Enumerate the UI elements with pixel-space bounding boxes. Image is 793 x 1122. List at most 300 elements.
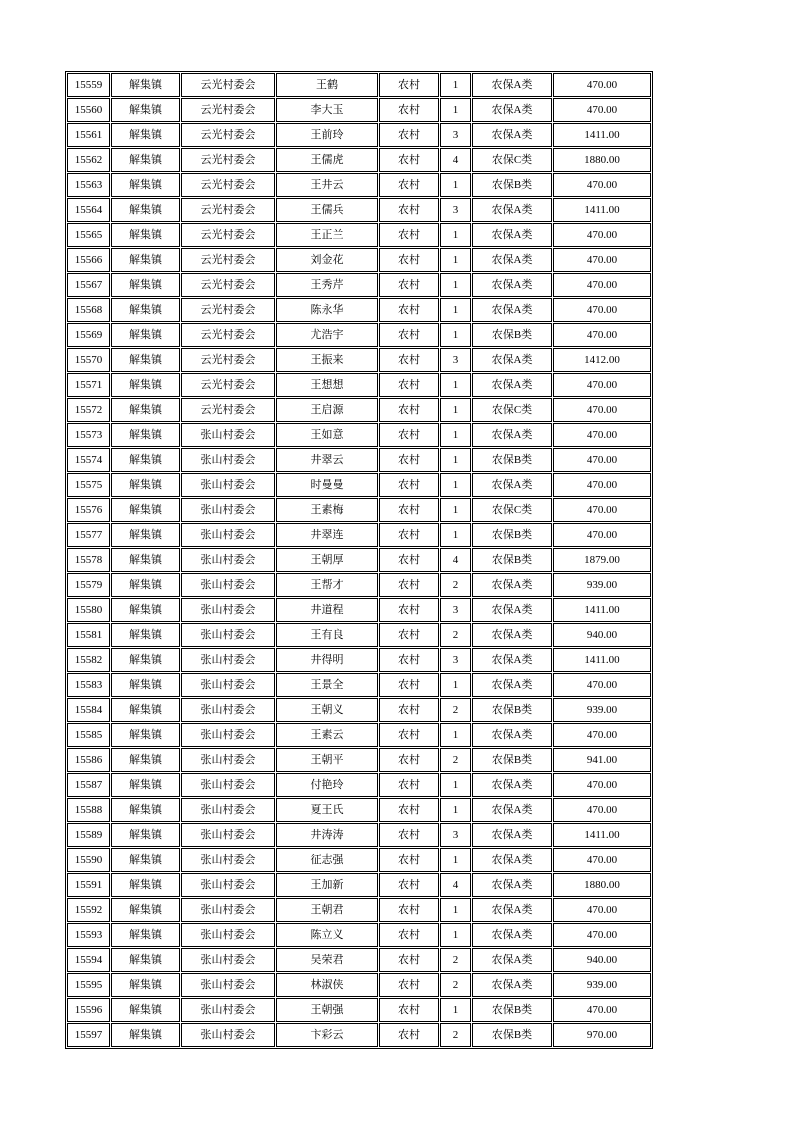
table-row xyxy=(67,723,651,747)
cell-residence-type: 农村 xyxy=(379,123,439,147)
cell-person-count: 1 xyxy=(440,673,471,697)
cell-person-count: 1 xyxy=(440,398,471,422)
cell-amount: 470.00 xyxy=(553,998,651,1022)
cell-person-name: 王素梅 xyxy=(276,498,378,522)
cell-record-id: 15560 xyxy=(67,98,110,122)
cell-record-id: 15590 xyxy=(67,848,110,872)
cell-record-id: 15568 xyxy=(67,298,110,322)
table-row xyxy=(67,173,651,197)
cell-record-id: 15565 xyxy=(67,223,110,247)
cell-amount: 470.00 xyxy=(553,498,651,522)
cell-insurance-category: 农保A类 xyxy=(472,73,552,97)
cell-residence-type: 农村 xyxy=(379,448,439,472)
cell-record-id: 15576 xyxy=(67,498,110,522)
cell-village-committee: 张山村委会 xyxy=(181,548,275,572)
cell-person-name: 王帮才 xyxy=(276,573,378,597)
cell-person-count: 2 xyxy=(440,698,471,722)
cell-amount: 470.00 xyxy=(553,523,651,547)
cell-village-committee: 张山村委会 xyxy=(181,973,275,997)
cell-amount: 470.00 xyxy=(553,73,651,97)
cell-person-count: 1 xyxy=(440,273,471,297)
cell-amount: 470.00 xyxy=(553,398,651,422)
cell-record-id: 15571 xyxy=(67,373,110,397)
table-row xyxy=(67,748,651,772)
cell-person-count: 3 xyxy=(440,598,471,622)
cell-village-committee: 张山村委会 xyxy=(181,848,275,872)
table-row xyxy=(67,448,651,472)
cell-village-committee: 张山村委会 xyxy=(181,923,275,947)
cell-amount: 470.00 xyxy=(553,473,651,497)
cell-record-id: 15577 xyxy=(67,523,110,547)
cell-amount: 1411.00 xyxy=(553,823,651,847)
cell-insurance-category: 农保A类 xyxy=(472,298,552,322)
cell-insurance-category: 农保A类 xyxy=(472,273,552,297)
table-row xyxy=(67,598,651,622)
cell-person-count: 1 xyxy=(440,298,471,322)
cell-town: 解集镇 xyxy=(111,298,180,322)
cell-village-committee: 张山村委会 xyxy=(181,498,275,522)
cell-residence-type: 农村 xyxy=(379,223,439,247)
cell-amount: 470.00 xyxy=(553,98,651,122)
cell-amount: 939.00 xyxy=(553,698,651,722)
cell-record-id: 15588 xyxy=(67,798,110,822)
cell-person-count: 2 xyxy=(440,1023,471,1047)
cell-record-id: 15559 xyxy=(67,73,110,97)
table-row xyxy=(67,998,651,1022)
cell-town: 解集镇 xyxy=(111,798,180,822)
cell-person-name: 王儒兵 xyxy=(276,198,378,222)
table-row xyxy=(67,548,651,572)
cell-amount: 470.00 xyxy=(553,173,651,197)
cell-village-committee: 云光村委会 xyxy=(181,323,275,347)
cell-insurance-category: 农保C类 xyxy=(472,398,552,422)
cell-residence-type: 农村 xyxy=(379,748,439,772)
benefit-roster-table xyxy=(65,71,653,1049)
cell-person-name: 王朝义 xyxy=(276,698,378,722)
table-row xyxy=(67,648,651,672)
cell-residence-type: 农村 xyxy=(379,998,439,1022)
cell-town: 解集镇 xyxy=(111,473,180,497)
cell-residence-type: 农村 xyxy=(379,173,439,197)
cell-person-name: 陈立义 xyxy=(276,923,378,947)
cell-insurance-category: 农保B类 xyxy=(472,998,552,1022)
cell-amount: 939.00 xyxy=(553,573,651,597)
cell-town: 解集镇 xyxy=(111,1023,180,1047)
cell-residence-type: 农村 xyxy=(379,348,439,372)
cell-person-name: 王朝厚 xyxy=(276,548,378,572)
cell-record-id: 15570 xyxy=(67,348,110,372)
cell-person-name: 王加新 xyxy=(276,873,378,897)
cell-amount: 470.00 xyxy=(553,248,651,272)
cell-record-id: 15564 xyxy=(67,198,110,222)
cell-person-name: 王朝强 xyxy=(276,998,378,1022)
cell-village-committee: 张山村委会 xyxy=(181,673,275,697)
cell-insurance-category: 农保A类 xyxy=(472,898,552,922)
cell-village-committee: 张山村委会 xyxy=(181,523,275,547)
table-body xyxy=(67,73,651,1047)
cell-person-name: 王朝君 xyxy=(276,898,378,922)
cell-amount: 470.00 xyxy=(553,773,651,797)
cell-town: 解集镇 xyxy=(111,723,180,747)
cell-town: 解集镇 xyxy=(111,348,180,372)
cell-village-committee: 云光村委会 xyxy=(181,148,275,172)
cell-residence-type: 农村 xyxy=(379,398,439,422)
cell-person-count: 3 xyxy=(440,823,471,847)
cell-insurance-category: 农保A类 xyxy=(472,423,552,447)
cell-person-name: 刘金花 xyxy=(276,248,378,272)
cell-insurance-category: 农保A类 xyxy=(472,373,552,397)
cell-town: 解集镇 xyxy=(111,223,180,247)
table-row xyxy=(67,898,651,922)
cell-person-count: 1 xyxy=(440,323,471,347)
table-row xyxy=(67,923,651,947)
cell-person-name: 李大玉 xyxy=(276,98,378,122)
cell-person-count: 1 xyxy=(440,473,471,497)
cell-town: 解集镇 xyxy=(111,773,180,797)
cell-insurance-category: 农保B类 xyxy=(472,448,552,472)
cell-person-name: 尤浩宇 xyxy=(276,323,378,347)
cell-person-name: 王启源 xyxy=(276,398,378,422)
cell-record-id: 15585 xyxy=(67,723,110,747)
cell-person-count: 1 xyxy=(440,248,471,272)
cell-village-committee: 张山村委会 xyxy=(181,948,275,972)
cell-insurance-category: 农保A类 xyxy=(472,873,552,897)
cell-residence-type: 农村 xyxy=(379,673,439,697)
cell-record-id: 15591 xyxy=(67,873,110,897)
cell-record-id: 15573 xyxy=(67,423,110,447)
cell-insurance-category: 农保A类 xyxy=(472,473,552,497)
cell-person-name: 王有良 xyxy=(276,623,378,647)
table-row xyxy=(67,223,651,247)
cell-person-count: 1 xyxy=(440,773,471,797)
cell-village-committee: 张山村委会 xyxy=(181,748,275,772)
cell-town: 解集镇 xyxy=(111,673,180,697)
cell-amount: 1879.00 xyxy=(553,548,651,572)
cell-amount: 1411.00 xyxy=(553,598,651,622)
cell-amount: 1411.00 xyxy=(553,198,651,222)
cell-town: 解集镇 xyxy=(111,848,180,872)
cell-village-committee: 张山村委会 xyxy=(181,898,275,922)
cell-insurance-category: 农保A类 xyxy=(472,948,552,972)
cell-person-count: 1 xyxy=(440,448,471,472)
cell-person-count: 1 xyxy=(440,373,471,397)
cell-insurance-category: 农保A类 xyxy=(472,773,552,797)
cell-person-count: 1 xyxy=(440,423,471,447)
cell-person-name: 王朝平 xyxy=(276,748,378,772)
cell-person-name: 王如意 xyxy=(276,423,378,447)
cell-village-committee: 张山村委会 xyxy=(181,998,275,1022)
cell-town: 解集镇 xyxy=(111,148,180,172)
cell-insurance-category: 农保A类 xyxy=(472,648,552,672)
cell-insurance-category: 农保B类 xyxy=(472,748,552,772)
cell-amount: 470.00 xyxy=(553,898,651,922)
cell-village-committee: 云光村委会 xyxy=(181,98,275,122)
cell-person-count: 2 xyxy=(440,948,471,972)
cell-village-committee: 张山村委会 xyxy=(181,448,275,472)
cell-person-name: 井涛涛 xyxy=(276,823,378,847)
cell-residence-type: 农村 xyxy=(379,823,439,847)
cell-village-committee: 云光村委会 xyxy=(181,123,275,147)
cell-residence-type: 农村 xyxy=(379,498,439,522)
cell-record-id: 15580 xyxy=(67,598,110,622)
cell-town: 解集镇 xyxy=(111,873,180,897)
cell-person-name: 王正兰 xyxy=(276,223,378,247)
cell-person-name: 夏王氏 xyxy=(276,798,378,822)
table-row xyxy=(67,873,651,897)
cell-insurance-category: 农保A类 xyxy=(472,248,552,272)
table-row xyxy=(67,773,651,797)
cell-record-id: 15595 xyxy=(67,973,110,997)
cell-record-id: 15582 xyxy=(67,648,110,672)
table-row xyxy=(67,148,651,172)
cell-amount: 940.00 xyxy=(553,948,651,972)
cell-person-name: 王井云 xyxy=(276,173,378,197)
cell-amount: 470.00 xyxy=(553,373,651,397)
cell-town: 解集镇 xyxy=(111,748,180,772)
cell-amount: 941.00 xyxy=(553,748,651,772)
cell-amount: 1412.00 xyxy=(553,348,651,372)
table-row xyxy=(67,373,651,397)
cell-amount: 470.00 xyxy=(553,448,651,472)
cell-town: 解集镇 xyxy=(111,98,180,122)
cell-person-count: 1 xyxy=(440,498,471,522)
cell-town: 解集镇 xyxy=(111,373,180,397)
table-row xyxy=(67,423,651,447)
cell-insurance-category: 农保A类 xyxy=(472,723,552,747)
cell-town: 解集镇 xyxy=(111,573,180,597)
cell-town: 解集镇 xyxy=(111,973,180,997)
cell-town: 解集镇 xyxy=(111,548,180,572)
cell-insurance-category: 农保A类 xyxy=(472,848,552,872)
table-row xyxy=(67,73,651,97)
table-row xyxy=(67,1023,651,1047)
cell-person-name: 王儒虎 xyxy=(276,148,378,172)
table-row xyxy=(67,623,651,647)
cell-insurance-category: 农保A类 xyxy=(472,598,552,622)
cell-record-id: 15592 xyxy=(67,898,110,922)
cell-residence-type: 农村 xyxy=(379,598,439,622)
cell-person-count: 1 xyxy=(440,523,471,547)
cell-person-name: 林淑侠 xyxy=(276,973,378,997)
cell-person-count: 3 xyxy=(440,123,471,147)
cell-record-id: 15575 xyxy=(67,473,110,497)
cell-record-id: 15597 xyxy=(67,1023,110,1047)
cell-person-count: 1 xyxy=(440,798,471,822)
cell-record-id: 15572 xyxy=(67,398,110,422)
cell-insurance-category: 农保A类 xyxy=(472,223,552,247)
cell-amount: 1880.00 xyxy=(553,873,651,897)
cell-town: 解集镇 xyxy=(111,323,180,347)
cell-person-count: 2 xyxy=(440,573,471,597)
table-row xyxy=(67,523,651,547)
cell-person-count: 2 xyxy=(440,623,471,647)
cell-village-committee: 张山村委会 xyxy=(181,823,275,847)
cell-person-name: 井道程 xyxy=(276,598,378,622)
cell-town: 解集镇 xyxy=(111,498,180,522)
cell-residence-type: 农村 xyxy=(379,98,439,122)
cell-village-committee: 张山村委会 xyxy=(181,423,275,447)
cell-record-id: 15561 xyxy=(67,123,110,147)
table-row xyxy=(67,673,651,697)
table-row xyxy=(67,398,651,422)
cell-village-committee: 张山村委会 xyxy=(181,798,275,822)
cell-residence-type: 农村 xyxy=(379,798,439,822)
cell-amount: 1411.00 xyxy=(553,648,651,672)
cell-town: 解集镇 xyxy=(111,898,180,922)
cell-record-id: 15584 xyxy=(67,698,110,722)
cell-insurance-category: 农保A类 xyxy=(472,573,552,597)
cell-residence-type: 农村 xyxy=(379,473,439,497)
cell-amount: 470.00 xyxy=(553,223,651,247)
cell-insurance-category: 农保B类 xyxy=(472,548,552,572)
cell-insurance-category: 农保A类 xyxy=(472,623,552,647)
cell-village-committee: 云光村委会 xyxy=(181,348,275,372)
table-row xyxy=(67,248,651,272)
cell-residence-type: 农村 xyxy=(379,973,439,997)
cell-person-name: 井翠连 xyxy=(276,523,378,547)
cell-amount: 939.00 xyxy=(553,973,651,997)
cell-person-count: 1 xyxy=(440,923,471,947)
cell-residence-type: 农村 xyxy=(379,73,439,97)
cell-record-id: 15594 xyxy=(67,948,110,972)
cell-town: 解集镇 xyxy=(111,398,180,422)
cell-person-name: 井翠云 xyxy=(276,448,378,472)
cell-person-name: 付艳玲 xyxy=(276,773,378,797)
cell-person-count: 2 xyxy=(440,748,471,772)
cell-residence-type: 农村 xyxy=(379,573,439,597)
cell-amount: 470.00 xyxy=(553,323,651,347)
cell-person-name: 井得明 xyxy=(276,648,378,672)
table-row xyxy=(67,323,651,347)
cell-record-id: 15593 xyxy=(67,923,110,947)
cell-residence-type: 农村 xyxy=(379,148,439,172)
cell-residence-type: 农村 xyxy=(379,523,439,547)
table-row xyxy=(67,798,651,822)
cell-person-count: 2 xyxy=(440,973,471,997)
cell-amount: 470.00 xyxy=(553,848,651,872)
cell-person-count: 1 xyxy=(440,998,471,1022)
cell-insurance-category: 农保A类 xyxy=(472,98,552,122)
cell-insurance-category: 农保C类 xyxy=(472,148,552,172)
table-row xyxy=(67,473,651,497)
table-row xyxy=(67,573,651,597)
cell-town: 解集镇 xyxy=(111,948,180,972)
cell-person-name: 卞彩云 xyxy=(276,1023,378,1047)
cell-record-id: 15567 xyxy=(67,273,110,297)
cell-town: 解集镇 xyxy=(111,248,180,272)
cell-village-committee: 张山村委会 xyxy=(181,723,275,747)
cell-record-id: 15578 xyxy=(67,548,110,572)
cell-person-count: 4 xyxy=(440,148,471,172)
cell-residence-type: 农村 xyxy=(379,773,439,797)
cell-town: 解集镇 xyxy=(111,123,180,147)
cell-person-count: 1 xyxy=(440,223,471,247)
cell-town: 解集镇 xyxy=(111,448,180,472)
cell-person-name: 王秀芹 xyxy=(276,273,378,297)
cell-person-count: 3 xyxy=(440,348,471,372)
table-row xyxy=(67,123,651,147)
cell-insurance-category: 农保B类 xyxy=(472,173,552,197)
cell-person-name: 王素云 xyxy=(276,723,378,747)
cell-residence-type: 农村 xyxy=(379,898,439,922)
cell-village-committee: 张山村委会 xyxy=(181,1023,275,1047)
cell-record-id: 15583 xyxy=(67,673,110,697)
cell-amount: 470.00 xyxy=(553,423,651,447)
cell-village-committee: 张山村委会 xyxy=(181,623,275,647)
cell-insurance-category: 农保A类 xyxy=(472,673,552,697)
cell-amount: 940.00 xyxy=(553,623,651,647)
cell-residence-type: 农村 xyxy=(379,648,439,672)
cell-insurance-category: 农保B类 xyxy=(472,1023,552,1047)
cell-residence-type: 农村 xyxy=(379,1023,439,1047)
cell-insurance-category: 农保A类 xyxy=(472,798,552,822)
cell-insurance-category: 农保A类 xyxy=(472,198,552,222)
table-row xyxy=(67,98,651,122)
cell-insurance-category: 农保B类 xyxy=(472,523,552,547)
cell-town: 解集镇 xyxy=(111,73,180,97)
cell-residence-type: 农村 xyxy=(379,623,439,647)
table-row xyxy=(67,973,651,997)
cell-person-name: 陈永华 xyxy=(276,298,378,322)
cell-person-count: 4 xyxy=(440,873,471,897)
cell-village-committee: 云光村委会 xyxy=(181,198,275,222)
cell-insurance-category: 农保A类 xyxy=(472,823,552,847)
table-row xyxy=(67,273,651,297)
cell-town: 解集镇 xyxy=(111,698,180,722)
table-row xyxy=(67,498,651,522)
cell-person-count: 1 xyxy=(440,98,471,122)
cell-village-committee: 张山村委会 xyxy=(181,698,275,722)
cell-town: 解集镇 xyxy=(111,523,180,547)
cell-person-count: 4 xyxy=(440,548,471,572)
cell-residence-type: 农村 xyxy=(379,548,439,572)
cell-amount: 1411.00 xyxy=(553,123,651,147)
cell-town: 解集镇 xyxy=(111,273,180,297)
table-row xyxy=(67,948,651,972)
cell-amount: 470.00 xyxy=(553,923,651,947)
cell-person-count: 1 xyxy=(440,848,471,872)
cell-person-count: 1 xyxy=(440,173,471,197)
cell-amount: 1880.00 xyxy=(553,148,651,172)
cell-insurance-category: 农保C类 xyxy=(472,498,552,522)
cell-residence-type: 农村 xyxy=(379,323,439,347)
cell-village-committee: 云光村委会 xyxy=(181,298,275,322)
cell-person-name: 王想想 xyxy=(276,373,378,397)
table-row xyxy=(67,198,651,222)
table-row xyxy=(67,848,651,872)
cell-village-committee: 张山村委会 xyxy=(181,573,275,597)
cell-town: 解集镇 xyxy=(111,173,180,197)
cell-residence-type: 农村 xyxy=(379,923,439,947)
cell-village-committee: 张山村委会 xyxy=(181,598,275,622)
cell-residence-type: 农村 xyxy=(379,248,439,272)
cell-person-name: 征志强 xyxy=(276,848,378,872)
cell-village-committee: 张山村委会 xyxy=(181,873,275,897)
cell-amount: 470.00 xyxy=(553,673,651,697)
cell-amount: 470.00 xyxy=(553,273,651,297)
cell-record-id: 15566 xyxy=(67,248,110,272)
table-row xyxy=(67,298,651,322)
cell-town: 解集镇 xyxy=(111,998,180,1022)
cell-insurance-category: 农保A类 xyxy=(472,348,552,372)
cell-record-id: 15581 xyxy=(67,623,110,647)
cell-village-committee: 张山村委会 xyxy=(181,773,275,797)
cell-record-id: 15563 xyxy=(67,173,110,197)
cell-record-id: 15596 xyxy=(67,998,110,1022)
cell-residence-type: 农村 xyxy=(379,298,439,322)
cell-residence-type: 农村 xyxy=(379,373,439,397)
cell-insurance-category: 农保A类 xyxy=(472,123,552,147)
